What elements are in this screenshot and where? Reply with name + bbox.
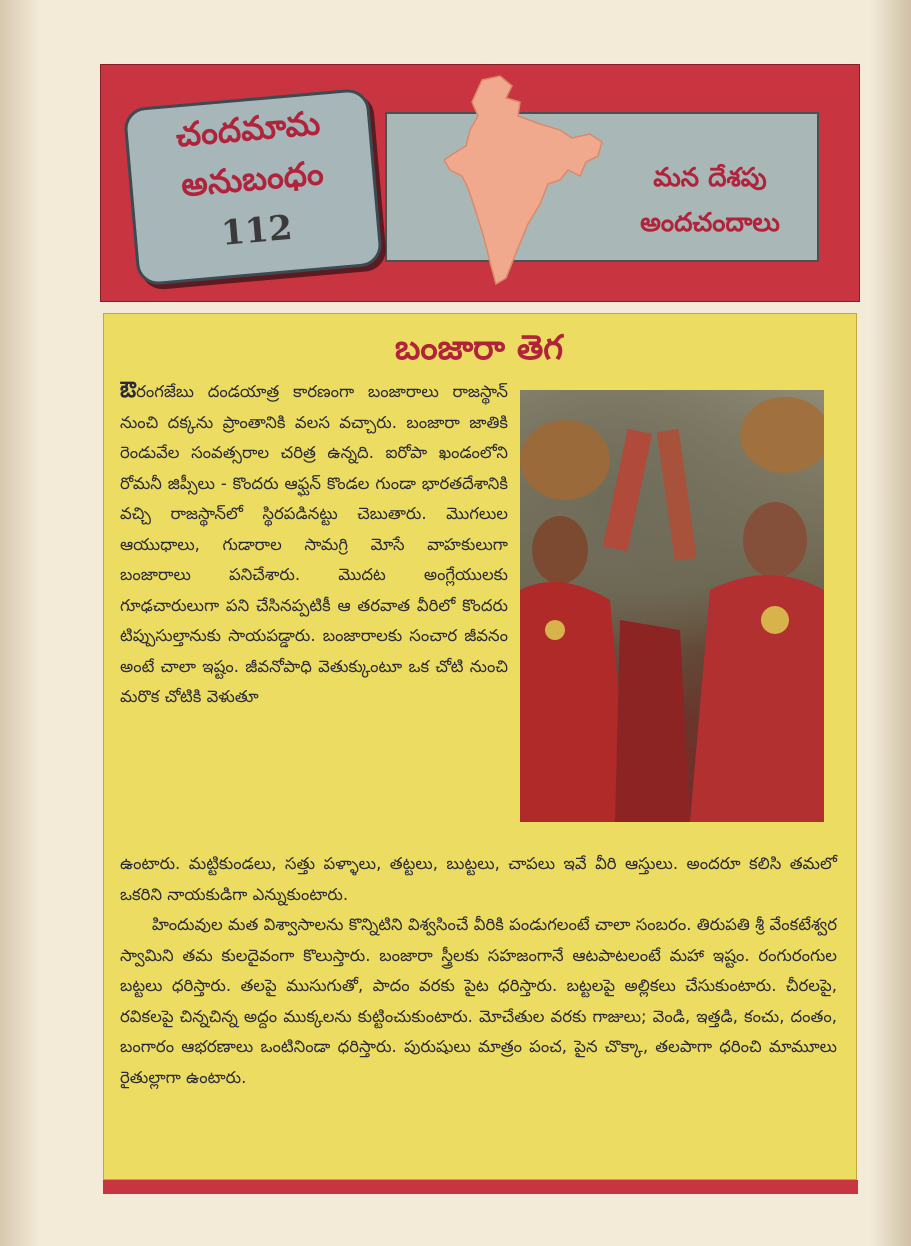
article-heading: బంజారా తెగ xyxy=(394,328,564,368)
series-title-box xyxy=(123,88,384,287)
series-number: 112 xyxy=(219,207,294,254)
article-column-text xyxy=(120,376,508,713)
india-map-icon xyxy=(440,72,620,292)
header-subtitle-line2: అందచందాలు xyxy=(640,208,780,238)
series-title-line1: చందమామ xyxy=(174,102,322,155)
article-para-1: ఉంటారు. మట్టికుండలు, సత్తు పళ్ళాలు, తట్టలు, బుట్టలు, చాపలు ఇవే వీరి ఆస్తులు. అందరూ కలిసి తమలో ఒకరిని నాయకుడిగా ఎన్నుకుంటారు. xyxy=(120,854,837,904)
banjara-women-photo xyxy=(520,390,824,822)
article-full-text xyxy=(120,849,837,1093)
article-column-body: రంగజేబు దండయాత్ర కారణంగా బంజారాలు రాజస్థాన్ నుంచి దక్కను ప్రాంతానికి వలస వచ్చారు. బంజారా జాతికి రెండువేల సంవత్సరాల చరిత్ర ఉన్నది. ఐరోపా ఖండంలోని రోమనీ జిప్సీలు - కొందరు ఆఫ్ఘన్ కొండల గుండా భారతదేశానికి వచ్చి రాజస్థాన్‌లో స్థిరపడినట్టు చెబుతారు. మొగలుల ఆయుధాలు, గుడారాల సామగ్రి మోసే వాహకులుగా బంజారాలు పనిచేశారు. మొదట అంగ్లేయులకు గూఢచారులుగా పని చేసినప్పటికీ ఆ తరవాత వీరిలో కొందరు టిప్పుసుల్తానుకు సాయపడ్డారు. బంజారాలకు సంచార జీవనం అంటే చాలా ఇష్టం. జీవనోపాధి వెతుక్కుంటూ ఒక చోటి నుంచి మరొక చోటికి వెళుతూ xyxy=(120,382,508,706)
header-subtitle-line1: మన దేశపు xyxy=(653,163,767,193)
bottom-bar xyxy=(103,1180,858,1194)
photo-illustration xyxy=(520,390,824,822)
series-title-line2: అనుబంధం xyxy=(179,152,325,205)
dropcap: ఔ xyxy=(120,378,137,403)
article-para-2: హిందువుల మత విశ్వాసాలను కొన్నిటిని విశ్వసించే వీరికి పండుగలంటే చాలా సంబరం. తిరుపతి శ్రీ వేంకటేశ్వర స్వామిని తమ కులదైవంగా కొలుస్తారు. బంజారా స్త్రీలకు సహజంగానే ఆటపాటలంటే మహా ఇష్టం. రంగురంగుల బట్టలు ధరిస్తారు. తలపై ముసుగుతో, పాదం వరకు పైట ధరిస్తారు. బట్టలపై అల్లికలు చేసుకుంటారు. చీరలపై, రవికలపై చిన్నచిన్న అద్దం ముక్కలను కుట్టించుకుంటారు. మోచేతుల వరకు గాజులు; వెండి, ఇత్తడి, కంచు, దంతం, బంగారం ఆభరణాలు ఒంటినిండా ధరిస్తారు. పురుషులు మాత్రం పంచ, పైన చొక్కా, తలపాగా ధరించి మామూలు రైతుల్లాగా ఉంటారు. xyxy=(120,915,837,1087)
